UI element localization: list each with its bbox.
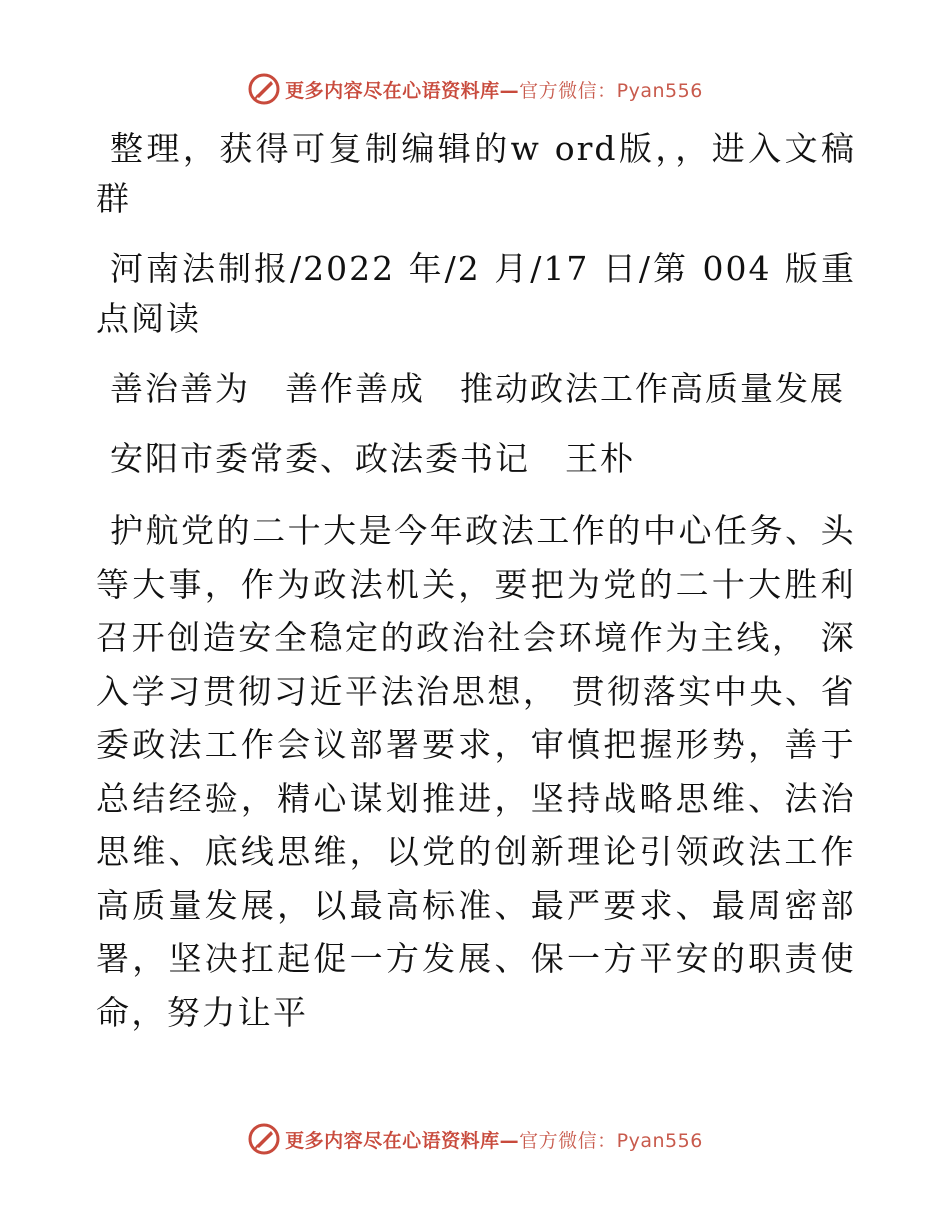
footer-watermark xyxy=(0,1122,950,1156)
quill-logo-icon xyxy=(247,1122,281,1156)
document-body xyxy=(96,124,856,1059)
quill-logo-icon xyxy=(247,72,281,106)
watermark-separator: — xyxy=(499,1129,520,1152)
watermark-contact: 官方微信：Pyan556 xyxy=(519,1129,703,1152)
watermark-title: 更多内容尽在心语资料库 xyxy=(285,1129,500,1152)
intro-note: 整理，获得可复制编辑的w ord版，，进入文稿群 xyxy=(96,129,856,218)
watermark-contact: 官方微信：Pyan556 xyxy=(519,79,703,102)
watermark-text xyxy=(285,1126,703,1153)
article-author: 安阳市委常委、政法委书记 王朴 xyxy=(110,439,635,478)
source-line: 河南法制报/2022 年/2 月/17 日/第 004 版重点阅读 xyxy=(96,249,856,338)
article-title: 善治善为 善作善成 推动政法工作高质量发展 xyxy=(110,369,845,408)
header-watermark xyxy=(0,72,950,106)
body-paragraph: 护航党的二十大是今年政法工作的中心任务、头等大事，作为政法机关，要把为党的二十大胜利召开创造安全稳定的政治社会环境作为主线， 深入学习贯彻习近平法治思想， 贯彻落实中央、省委政法工作会议部署要求，审慎把握形势，善于总结经验，精心谋划推进，坚持战略思维、法治思维、底线思维，以党的创新理论引领政法工作高质量发展，以最高标准、最严要求、最周密部署，坚决扛起促一方发展、保一方平安的职责使命，努力让平 xyxy=(96,511,856,1032)
watermark-separator: — xyxy=(499,79,520,102)
watermark-title: 更多内容尽在心语资料库 xyxy=(285,79,500,102)
watermark-text xyxy=(285,76,703,103)
